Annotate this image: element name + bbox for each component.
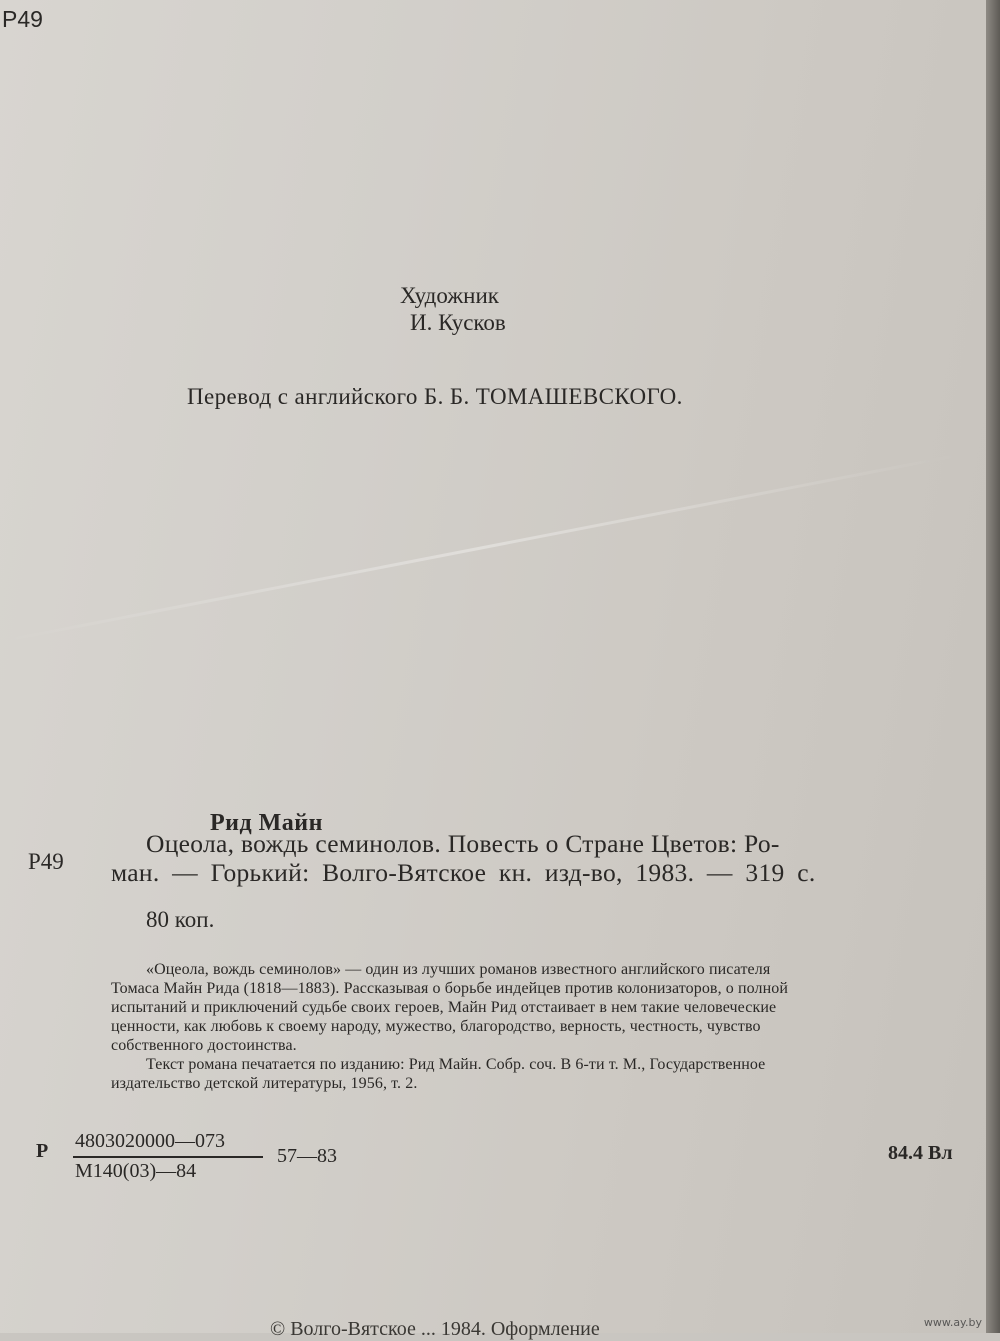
classification-denominator: М140(03)—84 (75, 1160, 197, 1182)
annotation-line: издательство детской литературы, 1956, т. 2. (111, 1075, 418, 1092)
watermark: www.ay.by (923, 1316, 982, 1329)
classification-middle: 57—83 (277, 1145, 337, 1167)
classification-numerator: 4803020000—073 (75, 1130, 225, 1152)
bibliographic-line: ман. — Горький: Волго-Вятское кн. изд-во, 1983. — 319 с. (111, 858, 816, 887)
fraction-rule (73, 1156, 263, 1158)
translation-credit: Перевод с английского Б. Б. ТОМАШЕВСКОГО. (187, 384, 683, 409)
bibliographic-code: Р49 (28, 849, 64, 874)
classification-prefix: Р (36, 1140, 49, 1162)
artist-label: Художник (400, 283, 499, 308)
bbk-code: 84.4 Вл (888, 1142, 953, 1164)
copyright-line-partial: © Волго-Вятское ... 1984. Оформление (270, 1318, 600, 1340)
bibliographic-line: Оцеола, вождь семинолов. Повесть о Стране Цветов: Ро- (146, 829, 780, 858)
annotation-line: Томаса Майн Рида (1818—1883). Рассказывая о борьбе индейцев против колонизаторов, о полной (111, 980, 789, 997)
annotation-line: ценности, как любовь к своему народу, мужество, благородство, верность, честность, чувство (111, 1018, 761, 1035)
annotation-line: собственного достоинства. (111, 1037, 297, 1054)
annotation-line: испытаний и приключений судьбе своих героев, Майн Рид отстаивает в нем такие человеческие (111, 999, 777, 1016)
corner-code: Р49 (2, 6, 43, 32)
page-edge-shadow (986, 0, 1000, 1333)
annotation-line: Текст романа печатается по изданию: Рид Майн. Собр. соч. В 6-ти т. М., Государственное (146, 1056, 766, 1073)
author-heading: Рид Майн (210, 810, 323, 836)
artist-name: И. Кусков (410, 310, 506, 335)
annotation-line: «Оцеола, вождь семинолов» — один из лучших романов известного английского писателя (146, 961, 771, 978)
price-line: 80 коп. (146, 907, 215, 932)
